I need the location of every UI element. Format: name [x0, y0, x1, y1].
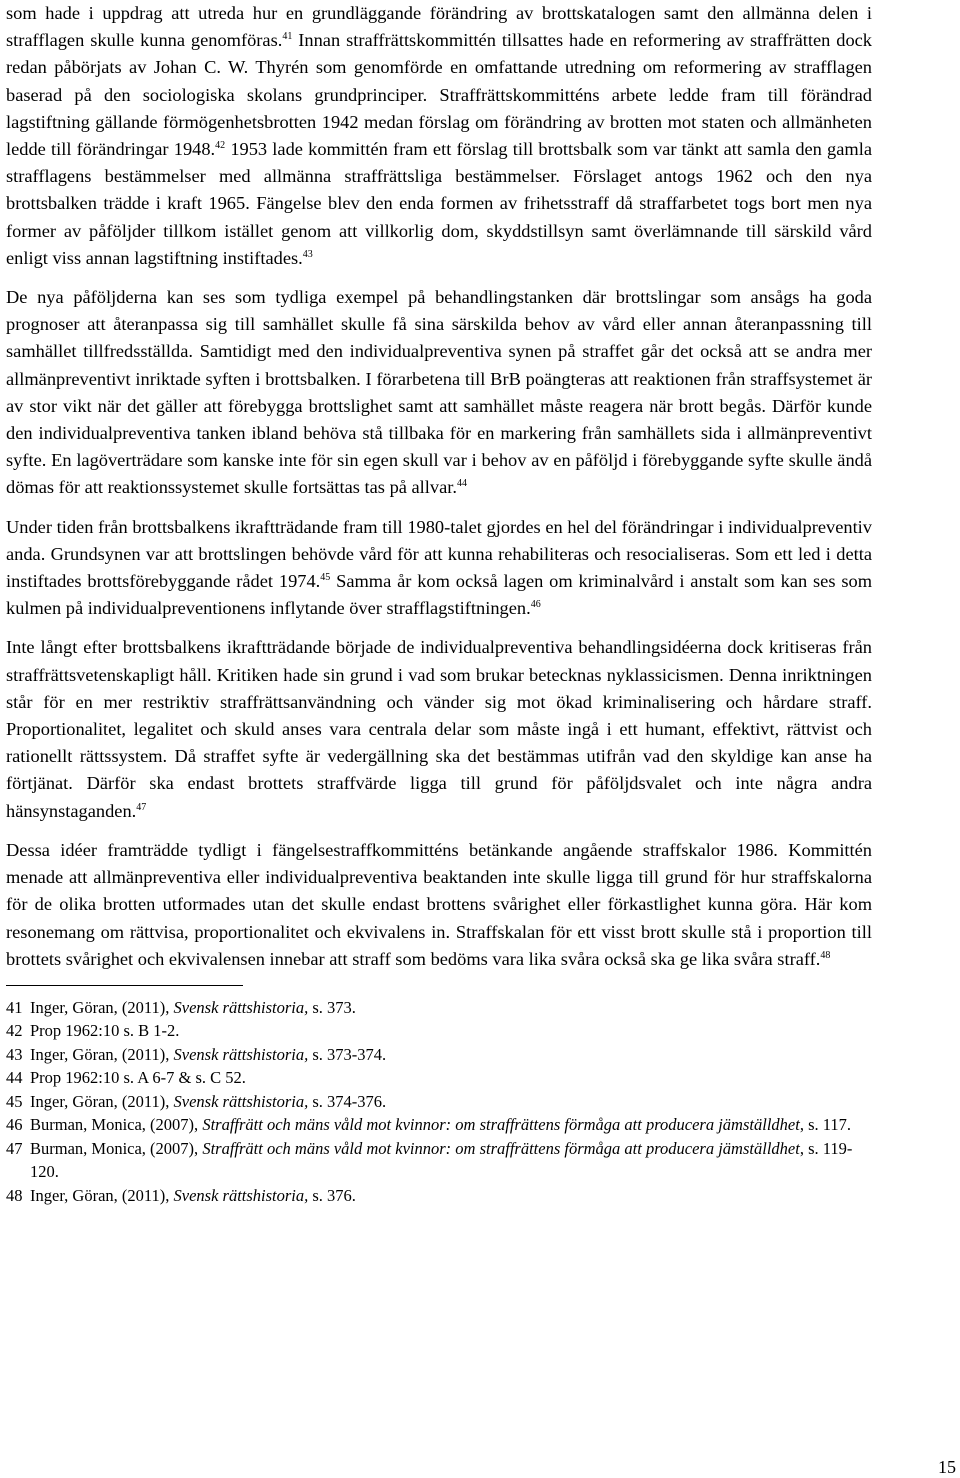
- paragraph-text: Inte långt efter brottsbalkens ikraftträdande började de individualpreventiva behandlingsidéerna dock kritiseras från straffrättsvetenskapligt håll. Kritiken hade sin grund i vad som brukar betecknas nyklassicismen. Denna inriktningen står för en mer restriktiv straffrättsanvändning och vänder sig mot ökad kriminalisering och hårdare straff. Proportionalitet, legalitet och skuld anses vara centrala delar som måste ingå i ett humant, effektivt, rättvist och rationellt rättssystem. Då straffet syfte är vedergällning ska det bestämmas utifrån vad den skyldige kan anse ha förtjänat. Därför ska endast brottets straffvärde ligga till grund för påföljdsvalet och inte några andra hänsynstaganden.: [6, 637, 872, 821]
- footnote-text: [30, 1066, 872, 1090]
- footnote-number: 42: [6, 1021, 23, 1041]
- paragraph-text: 1953 lade kommittén fram ett förslag till brottsbalk som var tänkt att samla den gamla strafflagens bestämmelser med allmänna straffrättsliga bestämmelser. Förslaget antogs 1962 och den nya brottsbalken trädde i kraft 1965. Fängelse blev den enda formen av frihetsstraff då straffarbetet togs bort men nya former av påföljder tillkom istället genom att villkorlig dom, skyddstillsyn samt överlämnande till särskild vård enligt viss annan lagstiftning instiftades.: [6, 139, 872, 268]
- footnote-pages: , s. 119-120.: [30, 1138, 853, 1182]
- footnote-pages: s. 373-374.: [308, 1044, 387, 1064]
- body-paragraph: [6, 837, 872, 973]
- footnote: [6, 1090, 872, 1114]
- body-paragraph: [6, 514, 872, 623]
- footnote: [6, 1137, 872, 1184]
- footnote-text: [30, 1090, 872, 1114]
- paragraph-text: som hade i uppdrag att utreda hur en grundläggande förändring av brottskatalogen samt den allmänna delen i strafflagen skulle kunna genomföras.: [6, 3, 872, 51]
- footnote-reference[interactable]: 48: [820, 949, 831, 961]
- footnote-number: 46: [6, 1115, 23, 1135]
- footnote-reference[interactable]: 43: [302, 248, 313, 260]
- footnote-number: 44: [6, 1068, 23, 1088]
- page-number: 15: [938, 1457, 956, 1477]
- footnote-pages: s. 374-376.: [308, 1091, 387, 1111]
- footnote-number: 47: [6, 1138, 23, 1158]
- footnote-text: [30, 1019, 872, 1043]
- document-page: [6, 0, 872, 1207]
- footnote: [6, 1184, 872, 1208]
- paragraph-text: Under tiden från brottsbalkens ikraftträdande fram till 1980-talet gjordes en hel del förändringar i individualpreventiv anda. Grundsynen var att brottslingen behövde vård för att kunna rehabiliteras och resocialiseras. Som ett led i detta instiftades brottsförebyggande rådet 1974.: [6, 516, 872, 592]
- body-paragraph: [6, 634, 872, 824]
- footnote: [6, 1113, 872, 1137]
- footnote-title: Svensk rättshistoria,: [173, 1091, 309, 1111]
- footnote-text: [30, 1113, 872, 1137]
- footnote-author: Inger, Göran, (2011),: [30, 1044, 174, 1064]
- footnote-author: Inger, Göran, (2011),: [30, 1091, 174, 1111]
- footnote-pages: s. 373.: [308, 997, 356, 1017]
- footnote-title: Svensk rättshistoria,: [173, 1185, 309, 1205]
- footnote-text: [30, 1137, 872, 1184]
- footnote-reference[interactable]: 45: [320, 572, 331, 584]
- footnotes: [6, 996, 872, 1208]
- footnote-reference[interactable]: 44: [456, 478, 467, 490]
- footnote-title: Straffrätt och mäns våld mot kvinnor: om straffrättens förmåga att producera jämställdhet: [202, 1115, 800, 1135]
- footnote-title: Svensk rättshistoria,: [173, 1044, 309, 1064]
- footnote-reference[interactable]: 47: [136, 801, 147, 813]
- footnote-pages: , s. 117.: [799, 1115, 851, 1135]
- footnote-reference[interactable]: 42: [215, 140, 226, 152]
- footnote-number: 48: [6, 1185, 23, 1205]
- footnote-author: Burman, Monica, (2007),: [30, 1115, 203, 1135]
- footnote-author: Inger, Göran, (2011),: [30, 997, 174, 1017]
- footnote: [6, 1019, 872, 1043]
- footnote-number: 41: [6, 997, 23, 1017]
- footnote-reference[interactable]: 41: [282, 31, 293, 43]
- footnote-reference[interactable]: 46: [530, 599, 541, 611]
- footnote-separator: [6, 985, 243, 986]
- footnote: [6, 1043, 872, 1067]
- footnote-pages: s. 376.: [308, 1185, 356, 1205]
- footnote-title: Straffrätt och mäns våld mot kvinnor: om straffrättens förmåga att producera jämställdhet: [202, 1138, 800, 1158]
- footnote: [6, 1066, 872, 1090]
- paragraph-text: Samma år kom också lagen om kriminalvård i anstalt som kan ses som kulmen på individualpreventionens inflytande över strafflagstiftningen.: [6, 571, 872, 619]
- footnote-text: [30, 996, 872, 1020]
- footnote: [6, 996, 872, 1020]
- body-text: [6, 0, 872, 973]
- body-paragraph: [6, 284, 872, 502]
- paragraph-text: Dessa idéer framträdde tydligt i fängelsestraffkommitténs betänkande angående straffskalor 1986. Kommittén menade att allmänpreventiva eller individualpreventiva beaktanden inte skulle ligga till grund för hur straffskalorna för de olika brotten utformades utan det skulle endast brottens svårighet eller förkastlighet kunna göra. Här kom resonemang om rättvisa, proportionalitet och ekvivalens in. Straffskalan för ett visst brott skulle stå i proportion till brottets svårighet och ekvivalensen innebar att straff som bedöms vara lika svåra också ska ge lika svåra straff.: [6, 839, 872, 969]
- footnote-text: [30, 1043, 872, 1067]
- footnote-title: Svensk rättshistoria,: [173, 997, 309, 1017]
- paragraph-text: De nya påföljderna kan ses som tydliga exempel på behandlingstanken där brottslingar som ansågs ha goda prognoser att återanpassa sig till samhället skulle få sina särskilda behov av vård eller annan återanpassning till samhället tillfredsställda. Samtidigt med den individualpreventiva synen på straffet går det också att se andra mer allmänpreventivt inriktade syften i brottsbalken. I förarbetena till BrB poängteras att reaktionen från straffsystemet är av stor vikt när det gäller att förebygga brottslighet samt att samhället måste reagera när brott begås. Därför kunde den individualpreventiva tanken ibland behöva stå tillbaka för en markering från samhällets sida i allmänpreventivt syfte. En lagöverträdare som kanske inte för sin egen skull var i behov av en påföljd i förebyggande syfte skulle ändå dömas för att reaktionssystemet skulle fortsättas tas på allvar.: [6, 287, 872, 498]
- footnote-author: Prop 1962:10 s. B 1-2.: [30, 1021, 180, 1041]
- body-paragraph: [6, 0, 872, 272]
- footnote-text: [30, 1184, 872, 1208]
- footnote-number: 43: [6, 1044, 23, 1064]
- footnote-author: Inger, Göran, (2011),: [30, 1185, 174, 1205]
- paragraph-text: Innan straffrättskommittén tillsattes hade en reformering av straffrätten dock redan påbörjats av Johan C. W. Thyrén som genomförde en omfattande utredning om reformering av strafflagen baserad på den sociologiska skolans grundprinciper. Straffrättskommitténs arbete ledde fram till förändrad lagstiftning gällande förmögenhetsbrotten 1942 medan förslag om förändring av brotten mot staten och allmänheten ledde till förändringar 1948.: [6, 30, 872, 160]
- footnote-number: 45: [6, 1091, 23, 1111]
- footnote-author: Burman, Monica, (2007),: [30, 1138, 203, 1158]
- footnote-author: Prop 1962:10 s. A 6-7 & s. C 52.: [30, 1068, 246, 1088]
